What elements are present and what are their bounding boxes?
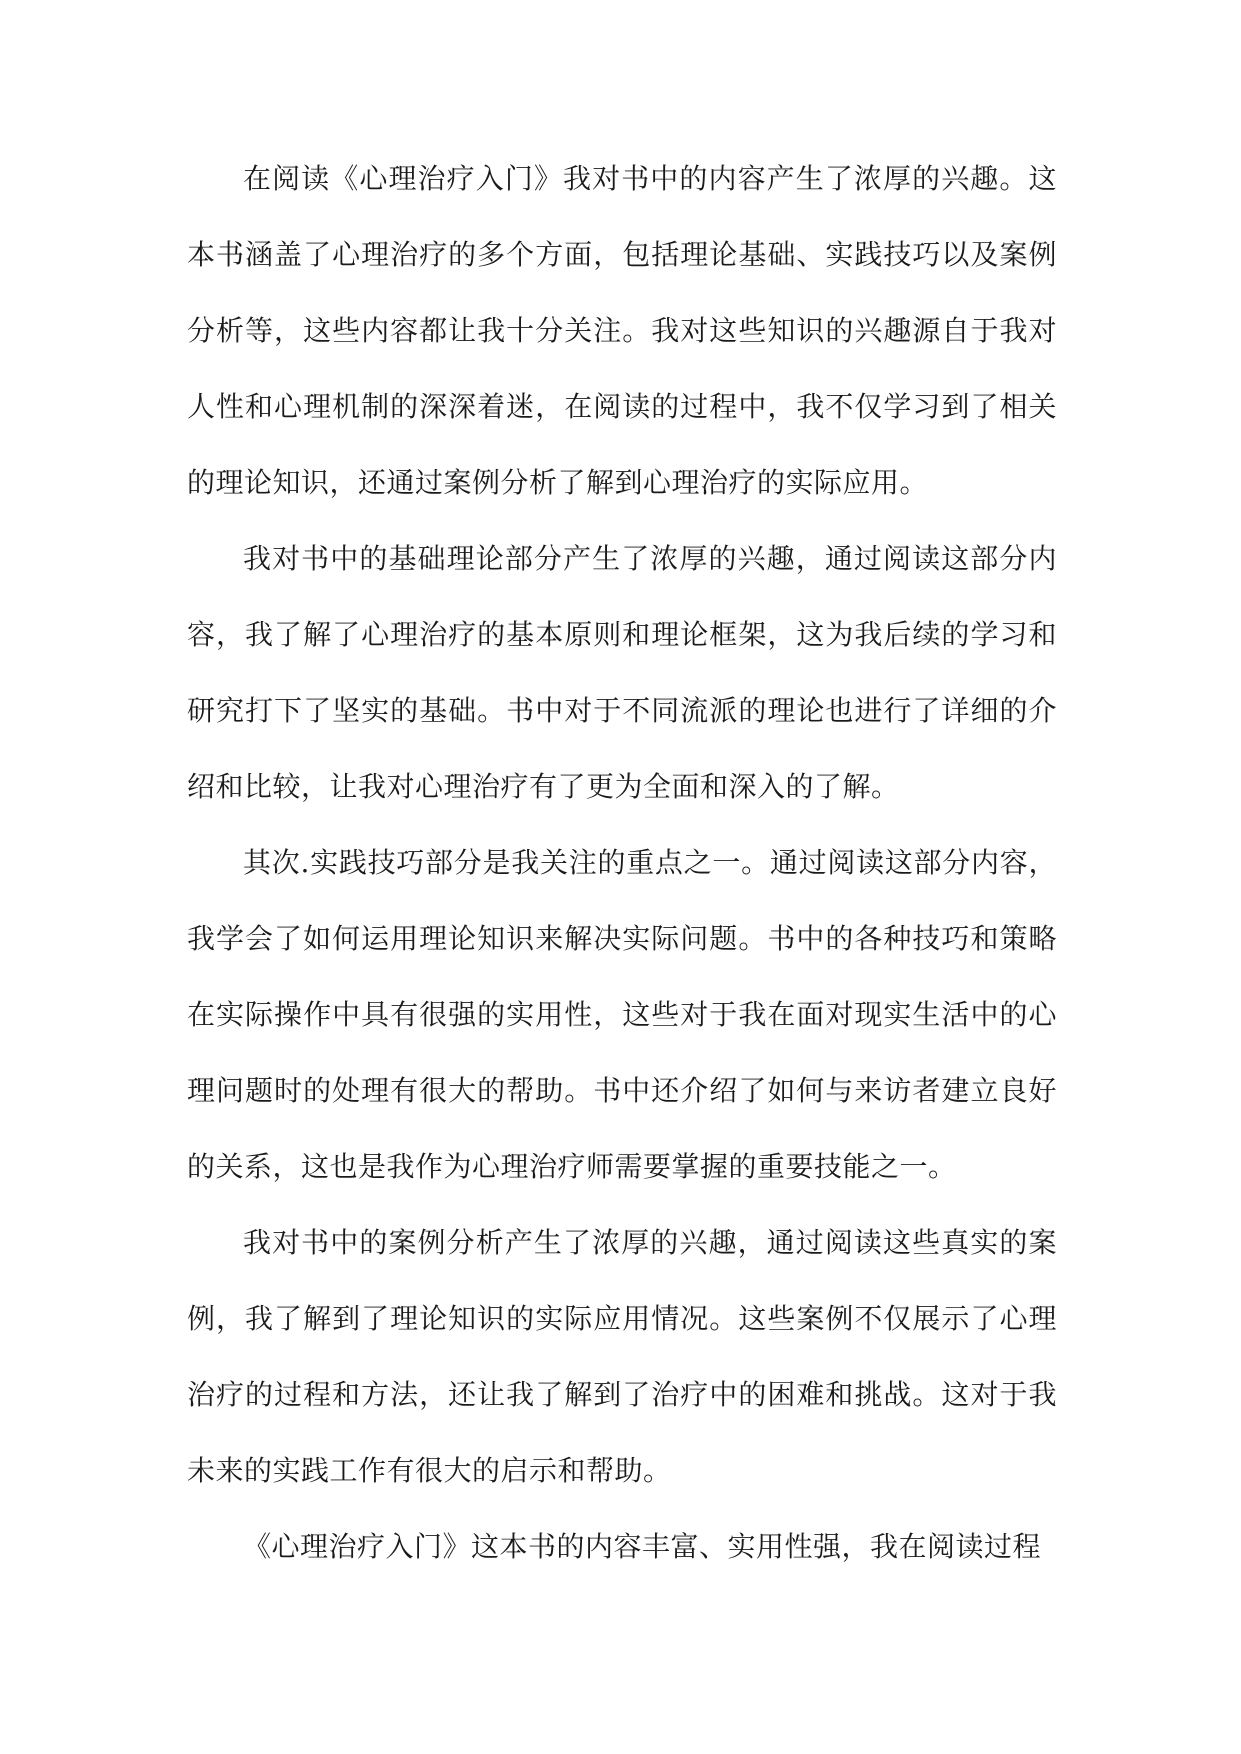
paragraph-3: 其次.实践技巧部分是我关注的重点之一。通过阅读这部分内容，我学会了如何运用理论知识来解决实际问题。书中的各种技巧和策略在实际操作中具有很强的实用性，这些对于我在面对现实生活中的心理问题时的处理有很大的帮助。书中还介绍了如何与来访者建立良好的关系，这也是我作为心理治疗师需要掌握的重要技能之一。 [187,846,1057,1183]
paragraph-1: 在阅读《心理治疗入门》我对书中的内容产生了浓厚的兴趣。这本书涵盖了心理治疗的多个方面，包括理论基础、实践技巧以及案例分析等，这些内容都让我十分关注。我对这些知识的兴趣源自于我对人性和心理机制的深深着迷，在阅读的过程中，我不仅学习到了相关的理论知识，还通过案例分析了解到心理治疗的实际应用。 [187,162,1057,499]
paragraph-4: 我对书中的案例分析产生了浓厚的兴趣，通过阅读这些真实的案例，我了解到了理论知识的实际应用情况。这些案例不仅展示了心理治疗的过程和方法，还让我了解到了治疗中的困难和挑战。这对于我未来的实践工作有很大的启示和帮助。 [187,1226,1057,1487]
paragraph-2: 我对书中的基础理论部分产生了浓厚的兴趣，通过阅读这部分内容，我了解了心理治疗的基本原则和理论框架，这为我后续的学习和研究打下了坚实的基础。书中对于不同流派的理论也进行了详细的介绍和比较，让我对心理治疗有了更为全面和深入的了解。 [187,542,1057,803]
paragraph-5: 《心理治疗入门》这本书的内容丰富、实用性强，我在阅读过程 [243,1530,1042,1563]
document-body [187,141,1057,1585]
